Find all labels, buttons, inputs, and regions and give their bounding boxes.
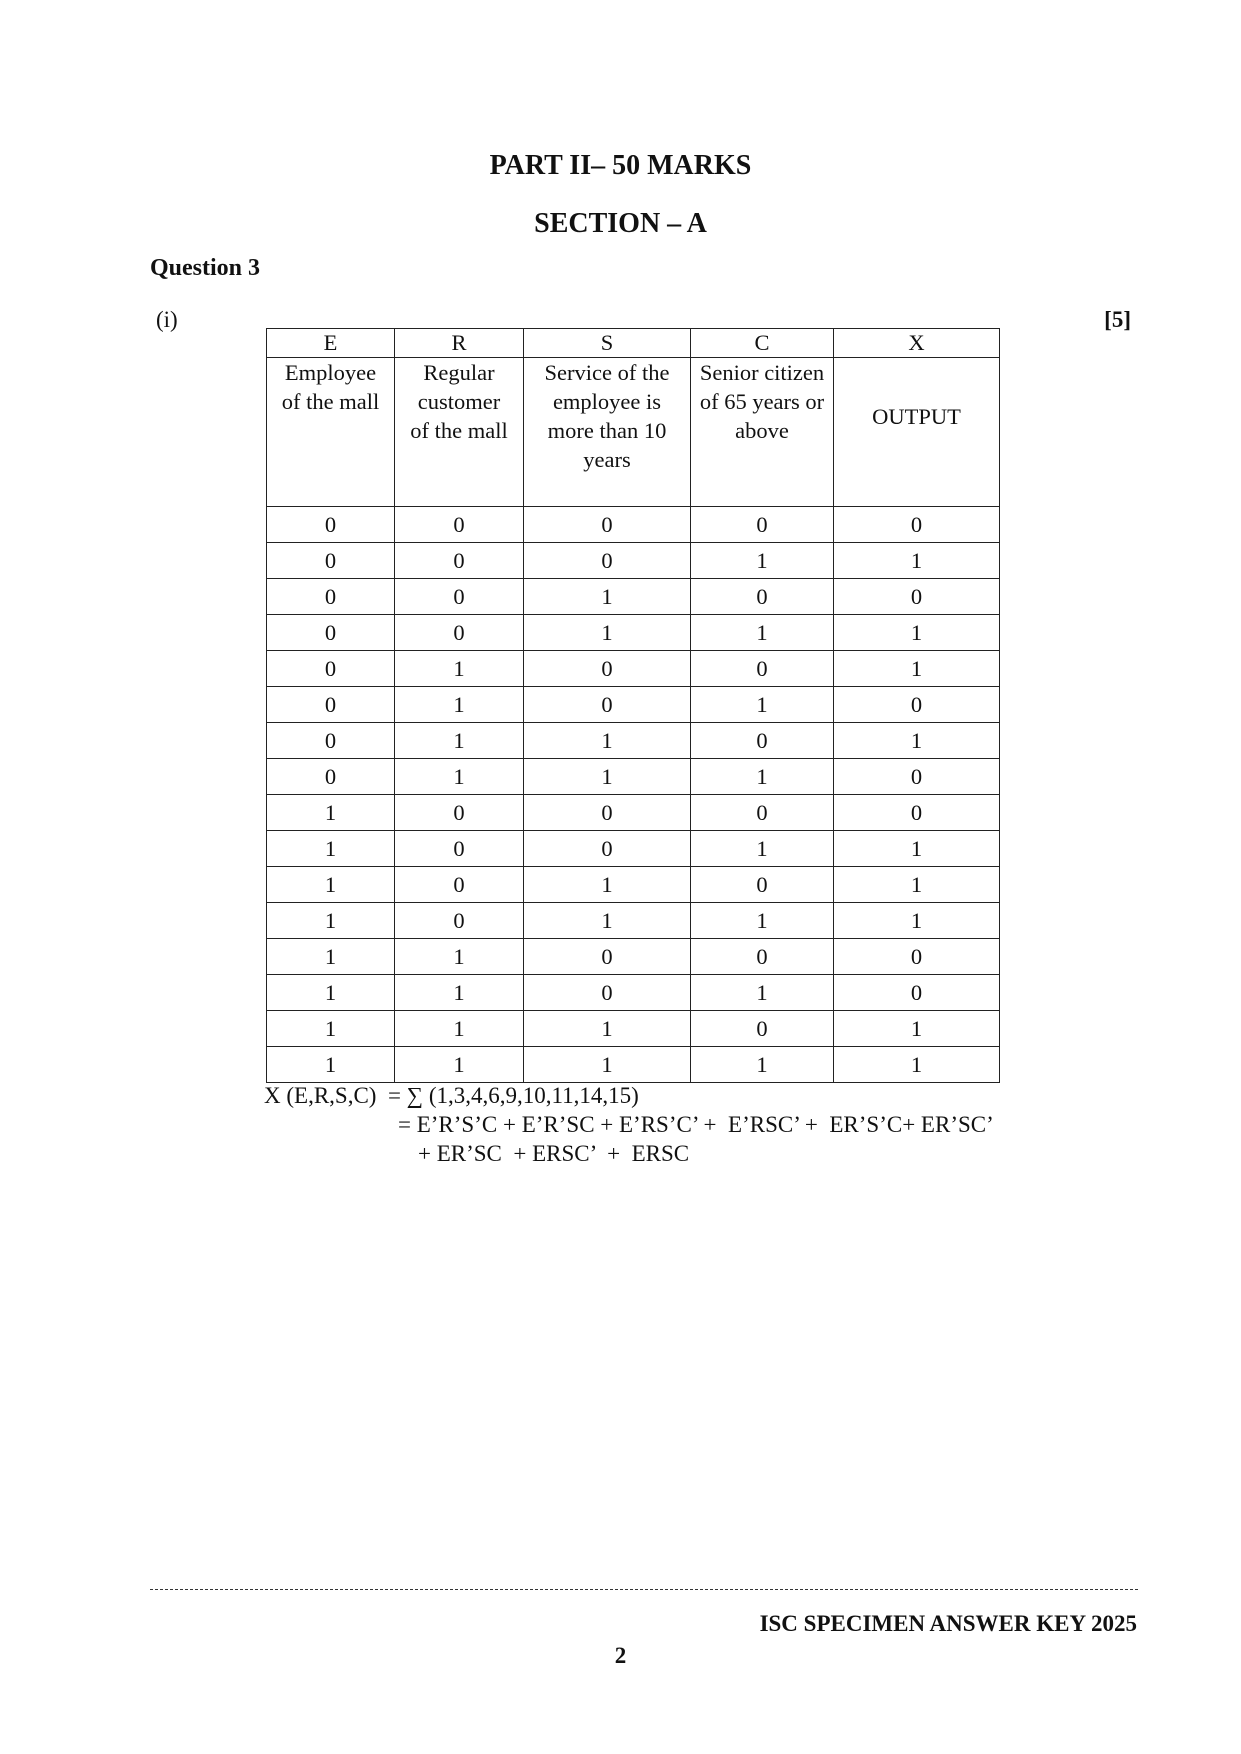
- table-cell: 0: [267, 507, 395, 543]
- table-cell: 0: [524, 975, 691, 1011]
- page-number: 2: [614, 1643, 627, 1668]
- equation-line-1: X (E,R,S,C) = ∑ (1,3,4,6,9,10,11,14,15): [264, 1083, 639, 1108]
- table-cell: 0: [691, 651, 834, 687]
- table-cell: 0: [395, 867, 524, 903]
- table-cell: 0: [691, 795, 834, 831]
- table-cell: 1: [691, 759, 834, 795]
- table-cell: 1: [267, 831, 395, 867]
- table-cell: 0: [691, 507, 834, 543]
- table-cell: 1: [834, 867, 1000, 903]
- subpart-label: (i): [156, 307, 178, 332]
- table-cell: 1: [834, 1011, 1000, 1047]
- table-cell: 0: [834, 579, 1000, 615]
- table-cell: 0: [267, 651, 395, 687]
- table-row: [267, 507, 1000, 543]
- table-cell: 1: [834, 1047, 1000, 1083]
- table-cell: 0: [395, 615, 524, 651]
- column-description: Senior citizen of 65 years or above: [691, 358, 834, 507]
- column-descriptions-row: [267, 358, 1000, 507]
- table-cell: 1: [267, 795, 395, 831]
- column-letter: X: [834, 329, 1000, 358]
- table-cell: 0: [524, 795, 691, 831]
- table-cell: 1: [395, 975, 524, 1011]
- column-letters-row: [267, 329, 1000, 358]
- table-cell: 1: [395, 1011, 524, 1047]
- truth-table: [266, 328, 1000, 1083]
- table-cell: 0: [524, 651, 691, 687]
- table-cell: 0: [691, 867, 834, 903]
- footer-answer-key: ISC SPECIMEN ANSWER KEY 2025: [759, 1611, 1137, 1636]
- table-cell: 1: [267, 1011, 395, 1047]
- table-cell: 1: [524, 1011, 691, 1047]
- table-cell: 1: [834, 543, 1000, 579]
- table-cell: 1: [524, 579, 691, 615]
- table-cell: 1: [691, 543, 834, 579]
- table-cell: 1: [834, 615, 1000, 651]
- table-cell: 0: [834, 759, 1000, 795]
- table-cell: 1: [395, 1047, 524, 1083]
- table-row: [267, 795, 1000, 831]
- table-cell: 0: [524, 831, 691, 867]
- column-letter: E: [267, 329, 395, 358]
- table-cell: 0: [834, 507, 1000, 543]
- question-title: Question 3: [150, 255, 261, 281]
- table-cell: 0: [395, 579, 524, 615]
- table-cell: 0: [267, 543, 395, 579]
- footer-divider: [150, 1589, 1138, 1590]
- table-cell: 1: [834, 723, 1000, 759]
- table-cell: 0: [834, 939, 1000, 975]
- part-title: PART II– 50 MARKS: [489, 150, 752, 181]
- table-row: [267, 975, 1000, 1011]
- table-cell: 1: [267, 867, 395, 903]
- table-cell: 0: [267, 579, 395, 615]
- table-row: [267, 1047, 1000, 1083]
- table-row: [267, 903, 1000, 939]
- column-description: Employee of the mall: [267, 358, 395, 507]
- table-cell: 1: [395, 759, 524, 795]
- truth-table-body: [267, 507, 1000, 1083]
- table-row: [267, 687, 1000, 723]
- table-row: [267, 1011, 1000, 1047]
- table-row: [267, 867, 1000, 903]
- table-cell: 0: [267, 723, 395, 759]
- table-cell: 1: [524, 903, 691, 939]
- table-cell: 0: [267, 615, 395, 651]
- table-cell: 1: [691, 903, 834, 939]
- table-cell: 0: [834, 687, 1000, 723]
- table-cell: 1: [267, 903, 395, 939]
- table-cell: 1: [267, 1047, 395, 1083]
- column-letter: S: [524, 329, 691, 358]
- column-letter: R: [395, 329, 524, 358]
- table-cell: 1: [267, 975, 395, 1011]
- table-row: [267, 651, 1000, 687]
- table-row: [267, 615, 1000, 651]
- table-cell: 1: [691, 687, 834, 723]
- table-cell: 0: [691, 939, 834, 975]
- table-cell: 1: [524, 723, 691, 759]
- table-row: [267, 759, 1000, 795]
- table-cell: 0: [395, 903, 524, 939]
- table-cell: 1: [691, 1047, 834, 1083]
- table-cell: 1: [691, 615, 834, 651]
- table-cell: 1: [834, 651, 1000, 687]
- equation-line-3: + ER’SC + ERSC’ + ERSC: [418, 1141, 690, 1166]
- table-cell: 0: [395, 831, 524, 867]
- table-cell: 1: [834, 831, 1000, 867]
- table-cell: 0: [524, 687, 691, 723]
- column-description: Regular customer of the mall: [395, 358, 524, 507]
- table-cell: 0: [691, 1011, 834, 1047]
- table-cell: 1: [691, 975, 834, 1011]
- column-description: Service of the employee is more than 10 years: [524, 358, 691, 507]
- equation-line-2: = E’R’S’C + E’R’SC + E’RS’C’ + E’RSC’ + ER’S’C+ ER’SC’: [398, 1112, 994, 1137]
- table-cell: 1: [524, 867, 691, 903]
- marks-label: [5]: [1104, 307, 1131, 332]
- table-cell: 0: [691, 579, 834, 615]
- table-cell: 0: [524, 507, 691, 543]
- table-cell: 0: [395, 543, 524, 579]
- table-cell: 0: [691, 723, 834, 759]
- table-cell: 0: [267, 759, 395, 795]
- table-cell: 0: [524, 939, 691, 975]
- table-cell: 0: [395, 507, 524, 543]
- table-row: [267, 831, 1000, 867]
- table-cell: 1: [691, 831, 834, 867]
- table-cell: 1: [395, 687, 524, 723]
- table-cell: 1: [267, 939, 395, 975]
- table-cell: 0: [267, 687, 395, 723]
- table-cell: 0: [524, 543, 691, 579]
- table-cell: 1: [524, 615, 691, 651]
- table-cell: 0: [395, 795, 524, 831]
- table-row: [267, 723, 1000, 759]
- section-title: SECTION – A: [534, 208, 707, 239]
- table-row: [267, 579, 1000, 615]
- column-letter: C: [691, 329, 834, 358]
- table-cell: 0: [834, 795, 1000, 831]
- column-description: OUTPUT: [834, 358, 1000, 507]
- table-cell: 1: [395, 723, 524, 759]
- table-cell: 0: [834, 975, 1000, 1011]
- table-row: [267, 543, 1000, 579]
- table-cell: 1: [834, 903, 1000, 939]
- table-cell: 1: [524, 1047, 691, 1083]
- table-cell: 1: [395, 939, 524, 975]
- table-cell: 1: [395, 651, 524, 687]
- table-row: [267, 939, 1000, 975]
- table-cell: 1: [524, 759, 691, 795]
